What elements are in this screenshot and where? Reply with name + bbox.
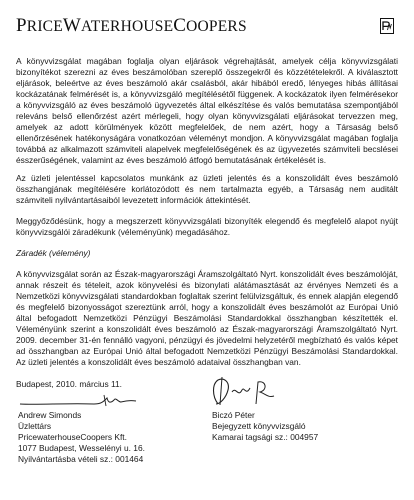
signatory-company: PricewaterhouseCoopers Kft. <box>18 432 127 442</box>
signatory-right <box>212 410 318 443</box>
signature-andrew-simonds <box>18 392 138 408</box>
signatory-chamber-number: Kamarai tagsági sz.: 004957 <box>212 432 319 442</box>
paragraph-business-report: Az üzleti jelentéssel kapcsolatos munkánk az üzleti jelentés és a konszolidált éves beszámoló összhangjának megítélésére korlátozódott és nem tartalmazta egyéb, a Társaság nem auditált számviteli nyilvántartásaiból levezetett információk áttekintését. <box>16 173 398 205</box>
report-body <box>16 56 398 390</box>
signature-block <box>16 372 398 492</box>
signatory-title: Bejegyzett könyvvizsgáló <box>212 421 306 431</box>
pwc-monogram-icon <box>380 18 394 34</box>
company-logo-text: PRICEWATERHOUSECOOPERS <box>16 15 247 36</box>
letterhead <box>16 14 398 38</box>
opinion-heading: Záradék (vélemény) <box>16 248 91 258</box>
signatory-registration: Nyilvántartásba vételi sz.: 001464 <box>18 454 144 464</box>
paragraph-audit-procedures: A könyvvizsgálat magában foglalja olyan eljárások végrehajtását, amelyek célja könyvvizsgálati bizonyítékot szerezni az éves beszámolóban szereplő összegekről és közzétételekről. A kiválasztott eljárások, beleértve az éves beszámoló akár csalásból, akár hibából eredő, lényeges hibás állításai kockázatának felmérését is, a könyvvizsgáló megítélésétől függenek. A kockázatok ilyen felmérésekor a könyvvizsgáló az éves beszámoló ügyvezetés által elkészítése és valós bemutatása szempontjából releváns belső ellenőrzést azért mérlegeli, hogy olyan könyvvizsgálati eljárásokat tervezzen meg, amelyek az adott körülmények között megfelelőek, de nem azért, hogy a Társaság belső ellenőrzésének hatékonyságára vonatkozóan véleményt mondjon. A könyvvizsgálat magában foglalja továbbá az alkalmazott számviteli alapelvek megfelelőségének és az ügyvezetés számviteli becslései ésszerűségének, valamint az éves beszámoló átfogó bemutatásának értékelését is. <box>16 56 398 165</box>
paragraph-opinion: A könyvvizsgálat során az Észak-magyarországi Áramszolgáltató Nyrt. konszolidált éves beszámolóját, annak részeit és tételeit, azok könyvelési és bizonylati alátámasztását az érvényes Nemzeti és a Nemzetközi könyvvizsgálati standardokban foglaltak szerint felülvizsgáltuk, és ennek alapján elegendő és megfelelő bizonyosságot szereztünk arról, hogy a konszolidált éves beszámolót az Európai Unió által befogadott Nemzetközi Pénzügyi Beszámolási Standardokkal összhangban készítették el. Véleményünk szerint a konszolidált éves beszámoló az Észak-magyarországi Áramszolgáltató Nyrt. 2009. december 31-én fennálló vagyoni, pénzügyi és jövedelmi helyzetéről megbízható és valós képet ad összhangban az Európai Unió által befogadott Nemzetközi Pénzügyi Beszámolási Standardokkal. Az üzleti jelentés a konszolidált éves beszámoló adataival összhangban van. <box>16 269 398 367</box>
paragraph-sufficient-evidence: Meggyőződésünk, hogy a megszerzett könyvvizsgálati bizonyíték elegendő és megfelelő alapot nyújt könyvvizsgálói záradékunk (véleményünk) megadásához. <box>16 216 398 237</box>
signature-biczo-peter <box>208 374 278 408</box>
report-date: Budapest, 2010. március 11. <box>16 379 122 389</box>
signatory-title: Üzlettárs <box>18 421 52 431</box>
signatory-name: Andrew Simonds <box>18 410 82 420</box>
signatory-left <box>18 410 145 465</box>
signatory-name: Biczó Péter <box>212 410 255 420</box>
signatory-address: 1077 Budapest, Wesselényi u. 16. <box>18 443 145 453</box>
